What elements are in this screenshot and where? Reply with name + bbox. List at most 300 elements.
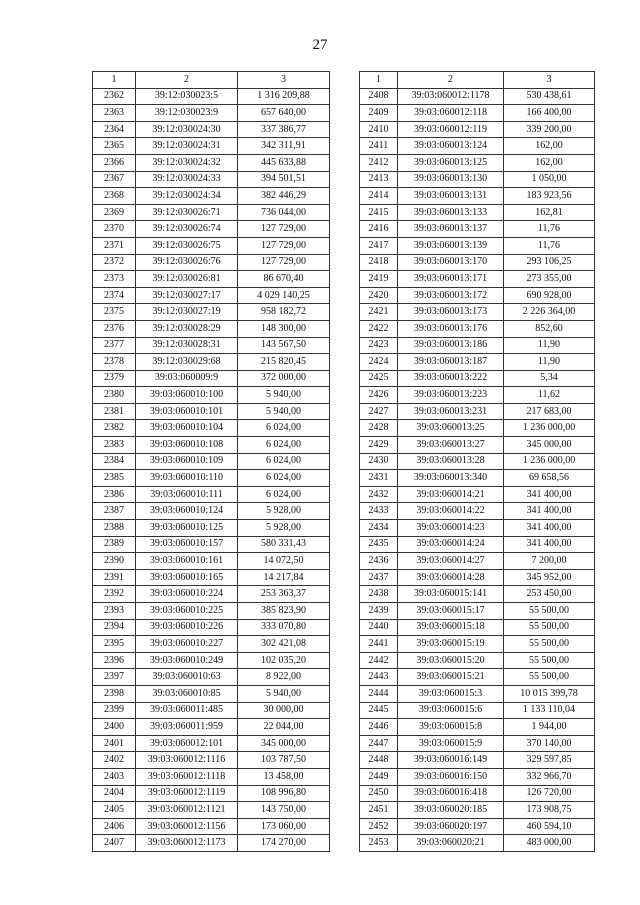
- row-number-cell: 2417: [360, 237, 398, 254]
- column-header-value: 3: [238, 72, 330, 89]
- table-row: [93, 337, 330, 354]
- table-row: [360, 652, 595, 669]
- cadastral-number-cell: 39:03:060010:104: [136, 420, 238, 437]
- row-number-cell: 2402: [93, 752, 136, 769]
- table-row: [360, 121, 595, 138]
- cadastral-number-cell: 39:03:060013:27: [398, 437, 504, 454]
- row-number-cell: 2400: [93, 719, 136, 736]
- value-cell: 86 670,40: [238, 271, 330, 288]
- cadastral-number-cell: 39:03:060015:141: [398, 586, 504, 603]
- cadastral-number-cell: 39:03:060010:109: [136, 453, 238, 470]
- table-row: [360, 719, 595, 736]
- table-row: [360, 105, 595, 122]
- row-number-cell: 2386: [93, 486, 136, 503]
- value-cell: 342 311,91: [238, 138, 330, 155]
- row-number-cell: 2403: [93, 768, 136, 785]
- cadastral-number-cell: 39:03:060014:23: [398, 520, 504, 537]
- table-row: [360, 138, 595, 155]
- table-row: [360, 586, 595, 603]
- value-cell: 6 024,00: [238, 453, 330, 470]
- row-number-cell: 2420: [360, 287, 398, 304]
- row-number-cell: 2377: [93, 337, 136, 354]
- cadastral-number-cell: 39:03:060010:125: [136, 520, 238, 537]
- table-row: [360, 669, 595, 686]
- cadastral-number-cell: 39:03:060010:165: [136, 569, 238, 586]
- cadastral-number-cell: 39:03:060015:21: [398, 669, 504, 686]
- value-cell: 55 500,00: [504, 636, 595, 653]
- row-number-cell: 2378: [93, 354, 136, 371]
- table-row: [360, 437, 595, 454]
- cadastral-number-cell: 39:03:060010:108: [136, 437, 238, 454]
- value-cell: 166 400,00: [504, 105, 595, 122]
- table-row: [360, 354, 595, 371]
- cadastral-number-cell: 39:12:030024:32: [136, 154, 238, 171]
- row-number-cell: 2422: [360, 320, 398, 337]
- table-row: [93, 768, 330, 785]
- table-row: [93, 536, 330, 553]
- table-row: [93, 188, 330, 205]
- table-row: [360, 735, 595, 752]
- row-number-cell: 2363: [93, 105, 136, 122]
- table-row: [93, 636, 330, 653]
- row-number-cell: 2413: [360, 171, 398, 188]
- value-cell: 5,34: [504, 370, 595, 387]
- cadastral-number-cell: 39:03:060015:9: [398, 735, 504, 752]
- cadastral-number-cell: 39:12:030026:76: [136, 254, 238, 271]
- value-cell: 143 750,00: [238, 802, 330, 819]
- row-number-cell: 2373: [93, 271, 136, 288]
- value-cell: 445 633,88: [238, 154, 330, 171]
- cadastral-number-cell: 39:03:060012:101: [136, 735, 238, 752]
- cadastral-number-cell: 39:03:060016:149: [398, 752, 504, 769]
- value-cell: 55 500,00: [504, 669, 595, 686]
- table-row: [93, 586, 330, 603]
- cadastral-number-cell: 39:03:060013:173: [398, 304, 504, 321]
- cadastral-number-cell: 39:03:060013:130: [398, 171, 504, 188]
- row-number-cell: 2440: [360, 619, 398, 636]
- row-number-cell: 2408: [360, 88, 398, 105]
- row-number-cell: 2453: [360, 835, 398, 852]
- cadastral-number-cell: 39:03:060015:6: [398, 702, 504, 719]
- row-number-cell: 2444: [360, 685, 398, 702]
- value-cell: 1 133 110,04: [504, 702, 595, 719]
- column-header-number: 1: [93, 72, 136, 89]
- cadastral-number-cell: 39:03:060009:9: [136, 370, 238, 387]
- row-number-cell: 2368: [93, 188, 136, 205]
- value-cell: 6 024,00: [238, 486, 330, 503]
- cadastral-number-cell: 39:03:060020:185: [398, 802, 504, 819]
- row-number-cell: 2382: [93, 420, 136, 437]
- table-row: [360, 470, 595, 487]
- table-row: [360, 204, 595, 221]
- table-row: [93, 818, 330, 835]
- row-number-cell: 2393: [93, 603, 136, 620]
- value-cell: 332 966,70: [504, 768, 595, 785]
- value-cell: 143 567,50: [238, 337, 330, 354]
- table-row: [360, 835, 595, 852]
- value-cell: 6 024,00: [238, 437, 330, 454]
- value-cell: 108 996,80: [238, 785, 330, 802]
- cadastral-number-cell: 39:12:030026:81: [136, 271, 238, 288]
- table-row: [360, 785, 595, 802]
- cadastral-number-cell: 39:03:060012:1119: [136, 785, 238, 802]
- cadastral-number-cell: 39:03:060020:21: [398, 835, 504, 852]
- cadastral-number-cell: 39:03:060013:186: [398, 337, 504, 354]
- value-cell: 13 458,00: [238, 768, 330, 785]
- row-number-cell: 2398: [93, 685, 136, 702]
- table-row: [360, 337, 595, 354]
- table-row: [93, 752, 330, 769]
- cadastral-number-cell: 39:03:060012:118: [398, 105, 504, 122]
- row-number-cell: 2448: [360, 752, 398, 769]
- cadastral-number-cell: 39:03:060015:20: [398, 652, 504, 669]
- cadastral-number-cell: 39:03:060015:18: [398, 619, 504, 636]
- row-number-cell: 2446: [360, 719, 398, 736]
- value-cell: 7 200,00: [504, 553, 595, 570]
- cadastral-number-cell: 39:12:030024:33: [136, 171, 238, 188]
- row-number-cell: 2370: [93, 221, 136, 238]
- row-number-cell: 2364: [93, 121, 136, 138]
- table-row: [93, 420, 330, 437]
- table-row: [360, 171, 595, 188]
- value-cell: 333 070,80: [238, 619, 330, 636]
- value-cell: 127 729,00: [238, 237, 330, 254]
- cadastral-number-cell: 39:03:060011:485: [136, 702, 238, 719]
- table-row: [360, 304, 595, 321]
- table-row: [93, 619, 330, 636]
- cadastral-number-cell: 39:03:060013:171: [398, 271, 504, 288]
- value-cell: 4 029 140,25: [238, 287, 330, 304]
- row-number-cell: 2434: [360, 520, 398, 537]
- row-number-cell: 2380: [93, 387, 136, 404]
- value-cell: 173 908,75: [504, 802, 595, 819]
- row-number-cell: 2385: [93, 470, 136, 487]
- value-cell: 372 000,00: [238, 370, 330, 387]
- value-cell: 5 940,00: [238, 685, 330, 702]
- value-cell: 460 594,10: [504, 818, 595, 835]
- cadastral-number-cell: 39:03:060010:111: [136, 486, 238, 503]
- value-cell: 253 450,00: [504, 586, 595, 603]
- row-number-cell: 2389: [93, 536, 136, 553]
- cadastral-number-cell: 39:03:060010:100: [136, 387, 238, 404]
- row-number-cell: 2423: [360, 337, 398, 354]
- row-number-cell: 2430: [360, 453, 398, 470]
- row-number-cell: 2409: [360, 105, 398, 122]
- row-number-cell: 2419: [360, 271, 398, 288]
- value-cell: 11,76: [504, 221, 595, 238]
- table-row: [93, 254, 330, 271]
- value-cell: 302 421,08: [238, 636, 330, 653]
- cadastral-number-cell: 39:03:060014:27: [398, 553, 504, 570]
- table-row: [360, 154, 595, 171]
- row-number-cell: 2432: [360, 486, 398, 503]
- table-row: [93, 121, 330, 138]
- value-cell: 5 928,00: [238, 503, 330, 520]
- value-cell: 345 000,00: [238, 735, 330, 752]
- value-cell: 341 400,00: [504, 536, 595, 553]
- cadastral-number-cell: 39:03:060010:249: [136, 652, 238, 669]
- value-cell: 162,00: [504, 138, 595, 155]
- table-row: [93, 669, 330, 686]
- value-cell: 217 683,00: [504, 403, 595, 420]
- table-row: [93, 354, 330, 371]
- table-row: [360, 254, 595, 271]
- table-row: [93, 370, 330, 387]
- cadastral-number-cell: 39:03:060013:187: [398, 354, 504, 371]
- row-number-cell: 2442: [360, 652, 398, 669]
- cadastral-number-cell: 39:03:060014:24: [398, 536, 504, 553]
- value-cell: 736 044,00: [238, 204, 330, 221]
- cadastral-number-cell: 39:03:060010:85: [136, 685, 238, 702]
- cadastral-number-cell: 39:03:060010:101: [136, 403, 238, 420]
- value-cell: 127 729,00: [238, 254, 330, 271]
- table-row: [360, 802, 595, 819]
- table-row: [360, 237, 595, 254]
- value-cell: 958 182,72: [238, 304, 330, 321]
- value-cell: 11,62: [504, 387, 595, 404]
- value-cell: 345 000,00: [504, 437, 595, 454]
- table-row: [360, 768, 595, 785]
- table-row: [360, 387, 595, 404]
- table-row: [93, 685, 330, 702]
- value-cell: 2 226 364,00: [504, 304, 595, 321]
- table-row: [93, 569, 330, 586]
- cadastral-number-cell: 39:03:060012:119: [398, 121, 504, 138]
- row-number-cell: 2371: [93, 237, 136, 254]
- row-number-cell: 2369: [93, 204, 136, 221]
- cadastral-number-cell: 39:03:060010:63: [136, 669, 238, 686]
- table-row: [93, 105, 330, 122]
- cadastral-number-cell: 39:03:060012:1118: [136, 768, 238, 785]
- cadastral-number-cell: 39:03:060013:222: [398, 370, 504, 387]
- row-number-cell: 2394: [93, 619, 136, 636]
- value-cell: 339 200,00: [504, 121, 595, 138]
- cadastral-number-cell: 39:03:060012:1116: [136, 752, 238, 769]
- value-cell: 345 952,00: [504, 569, 595, 586]
- row-number-cell: 2367: [93, 171, 136, 188]
- value-cell: 183 923,56: [504, 188, 595, 205]
- value-cell: 1 050,00: [504, 171, 595, 188]
- table-row: [360, 569, 595, 586]
- row-number-cell: 2365: [93, 138, 136, 155]
- row-number-cell: 2443: [360, 669, 398, 686]
- value-cell: 55 500,00: [504, 603, 595, 620]
- value-cell: 14 072,50: [238, 553, 330, 570]
- table-row: [93, 204, 330, 221]
- row-number-cell: 2421: [360, 304, 398, 321]
- table-row: [93, 652, 330, 669]
- value-cell: 8 922,00: [238, 669, 330, 686]
- table-row: [360, 486, 595, 503]
- value-cell: 103 787,50: [238, 752, 330, 769]
- table-row: [360, 403, 595, 420]
- table-row: [360, 619, 595, 636]
- row-number-cell: 2451: [360, 802, 398, 819]
- value-cell: 1 236 000,00: [504, 453, 595, 470]
- row-number-cell: 2450: [360, 785, 398, 802]
- value-cell: 22 044,00: [238, 719, 330, 736]
- cadastral-number-cell: 39:03:060013:340: [398, 470, 504, 487]
- cadastral-number-cell: 39:12:030028:29: [136, 320, 238, 337]
- row-number-cell: 2435: [360, 536, 398, 553]
- value-cell: 30 000,00: [238, 702, 330, 719]
- row-number-cell: 2379: [93, 370, 136, 387]
- table-row: [360, 520, 595, 537]
- table-row: [360, 271, 595, 288]
- cadastral-number-cell: 39:03:060016:150: [398, 768, 504, 785]
- table-row: [93, 735, 330, 752]
- table-row: [93, 320, 330, 337]
- row-number-cell: 2415: [360, 204, 398, 221]
- value-cell: 5 928,00: [238, 520, 330, 537]
- cadastral-number-cell: 39:03:060010:226: [136, 619, 238, 636]
- cadastral-number-cell: 39:12:030024:34: [136, 188, 238, 205]
- row-number-cell: 2449: [360, 768, 398, 785]
- cadastral-number-cell: 39:03:060012:1173: [136, 835, 238, 852]
- row-number-cell: 2375: [93, 304, 136, 321]
- cadastral-number-cell: 39:03:060012:1178: [398, 88, 504, 105]
- value-cell: 253 363,37: [238, 586, 330, 603]
- cadastral-number-cell: 39:03:060010:161: [136, 553, 238, 570]
- row-number-cell: 2405: [93, 802, 136, 819]
- cadastral-number-cell: 39:03:060013:125: [398, 154, 504, 171]
- value-cell: 293 106,25: [504, 254, 595, 271]
- table-row: [360, 752, 595, 769]
- table-row: [360, 188, 595, 205]
- table-row: [93, 503, 330, 520]
- cadastral-number-cell: 39:03:060012:1156: [136, 818, 238, 835]
- row-number-cell: 2374: [93, 287, 136, 304]
- table-row: [93, 453, 330, 470]
- row-number-cell: 2384: [93, 453, 136, 470]
- table-row: [93, 437, 330, 454]
- row-number-cell: 2392: [93, 586, 136, 603]
- cadastral-number-cell: 39:03:060013:231: [398, 403, 504, 420]
- cadastral-number-cell: 39:12:030029:68: [136, 354, 238, 371]
- cadastral-number-cell: 39:03:060012:1121: [136, 802, 238, 819]
- row-number-cell: 2441: [360, 636, 398, 653]
- cadastral-number-cell: 39:03:060010:124: [136, 503, 238, 520]
- cadastral-number-cell: 39:03:060015:17: [398, 603, 504, 620]
- value-cell: 69 658,56: [504, 470, 595, 487]
- row-number-cell: 2426: [360, 387, 398, 404]
- cadastral-number-cell: 39:12:030028:31: [136, 337, 238, 354]
- value-cell: 852,60: [504, 320, 595, 337]
- table-row: [360, 685, 595, 702]
- row-number-cell: 2412: [360, 154, 398, 171]
- row-number-cell: 2436: [360, 553, 398, 570]
- table-row: [93, 403, 330, 420]
- value-cell: 55 500,00: [504, 652, 595, 669]
- row-number-cell: 2416: [360, 221, 398, 238]
- table-row: [93, 470, 330, 487]
- cadastral-number-cell: 39:03:060013:131: [398, 188, 504, 205]
- cadastral-number-cell: 39:03:060013:170: [398, 254, 504, 271]
- value-cell: 690 928,00: [504, 287, 595, 304]
- cadastral-number-cell: 39:03:060013:137: [398, 221, 504, 238]
- cadastral-number-cell: 39:03:060013:25: [398, 420, 504, 437]
- cadastral-number-cell: 39:03:060013:139: [398, 237, 504, 254]
- value-cell: 162,81: [504, 204, 595, 221]
- row-number-cell: 2395: [93, 636, 136, 653]
- cadastral-number-cell: 39:12:030023:9: [136, 105, 238, 122]
- table-row: [360, 536, 595, 553]
- value-cell: 6 024,00: [238, 420, 330, 437]
- row-number-cell: 2401: [93, 735, 136, 752]
- row-number-cell: 2387: [93, 503, 136, 520]
- row-number-cell: 2391: [93, 569, 136, 586]
- row-number-cell: 2399: [93, 702, 136, 719]
- row-number-cell: 2433: [360, 503, 398, 520]
- value-cell: 11,76: [504, 237, 595, 254]
- row-number-cell: 2427: [360, 403, 398, 420]
- row-number-cell: 2424: [360, 354, 398, 371]
- row-number-cell: 2445: [360, 702, 398, 719]
- value-cell: 1 236 000,00: [504, 420, 595, 437]
- table-row: [93, 171, 330, 188]
- row-number-cell: 2388: [93, 520, 136, 537]
- cadastral-number-cell: 39:03:060013:133: [398, 204, 504, 221]
- cadastral-number-cell: 39:03:060014:21: [398, 486, 504, 503]
- cadastral-number-cell: 39:12:030026:75: [136, 237, 238, 254]
- cadastral-number-cell: 39:03:060020:197: [398, 818, 504, 835]
- row-number-cell: 2366: [93, 154, 136, 171]
- value-cell: 329 597,85: [504, 752, 595, 769]
- row-number-cell: 2447: [360, 735, 398, 752]
- row-number-cell: 2376: [93, 320, 136, 337]
- row-number-cell: 2406: [93, 818, 136, 835]
- table-row: [360, 221, 595, 238]
- value-cell: 102 035,20: [238, 652, 330, 669]
- row-number-cell: 2437: [360, 569, 398, 586]
- row-number-cell: 2396: [93, 652, 136, 669]
- value-cell: 530 438,61: [504, 88, 595, 105]
- value-cell: 55 500,00: [504, 619, 595, 636]
- value-cell: 5 940,00: [238, 403, 330, 420]
- table-row: [360, 503, 595, 520]
- row-number-cell: 2383: [93, 437, 136, 454]
- cadastral-number-cell: 39:12:030027:19: [136, 304, 238, 321]
- table-row: [93, 271, 330, 288]
- column-header-cadastral: 2: [136, 72, 238, 89]
- value-cell: 127 729,00: [238, 221, 330, 238]
- value-cell: 657 640,00: [238, 105, 330, 122]
- table-header-row: [93, 72, 330, 89]
- cadastral-number-cell: 39:12:030024:31: [136, 138, 238, 155]
- value-cell: 10 015 399,78: [504, 685, 595, 702]
- table-row: [360, 702, 595, 719]
- value-cell: 382 446,29: [238, 188, 330, 205]
- table-row: [93, 486, 330, 503]
- page-number: 27: [312, 37, 328, 53]
- row-number-cell: 2390: [93, 553, 136, 570]
- value-cell: 11,90: [504, 337, 595, 354]
- value-cell: 370 140,00: [504, 735, 595, 752]
- value-cell: 341 400,00: [504, 503, 595, 520]
- cadastral-number-cell: 39:12:030026:71: [136, 204, 238, 221]
- cadastral-number-cell: 39:03:060013:124: [398, 138, 504, 155]
- cadastral-number-cell: 39:03:060010:224: [136, 586, 238, 603]
- value-cell: 580 331,43: [238, 536, 330, 553]
- row-number-cell: 2414: [360, 188, 398, 205]
- table-row: [93, 88, 330, 105]
- row-number-cell: 2425: [360, 370, 398, 387]
- registry-table-left: [92, 71, 330, 852]
- row-number-cell: 2362: [93, 88, 136, 105]
- row-number-cell: 2431: [360, 470, 398, 487]
- cadastral-number-cell: 39:03:060015:8: [398, 719, 504, 736]
- cadastral-number-cell: 39:03:060013:176: [398, 320, 504, 337]
